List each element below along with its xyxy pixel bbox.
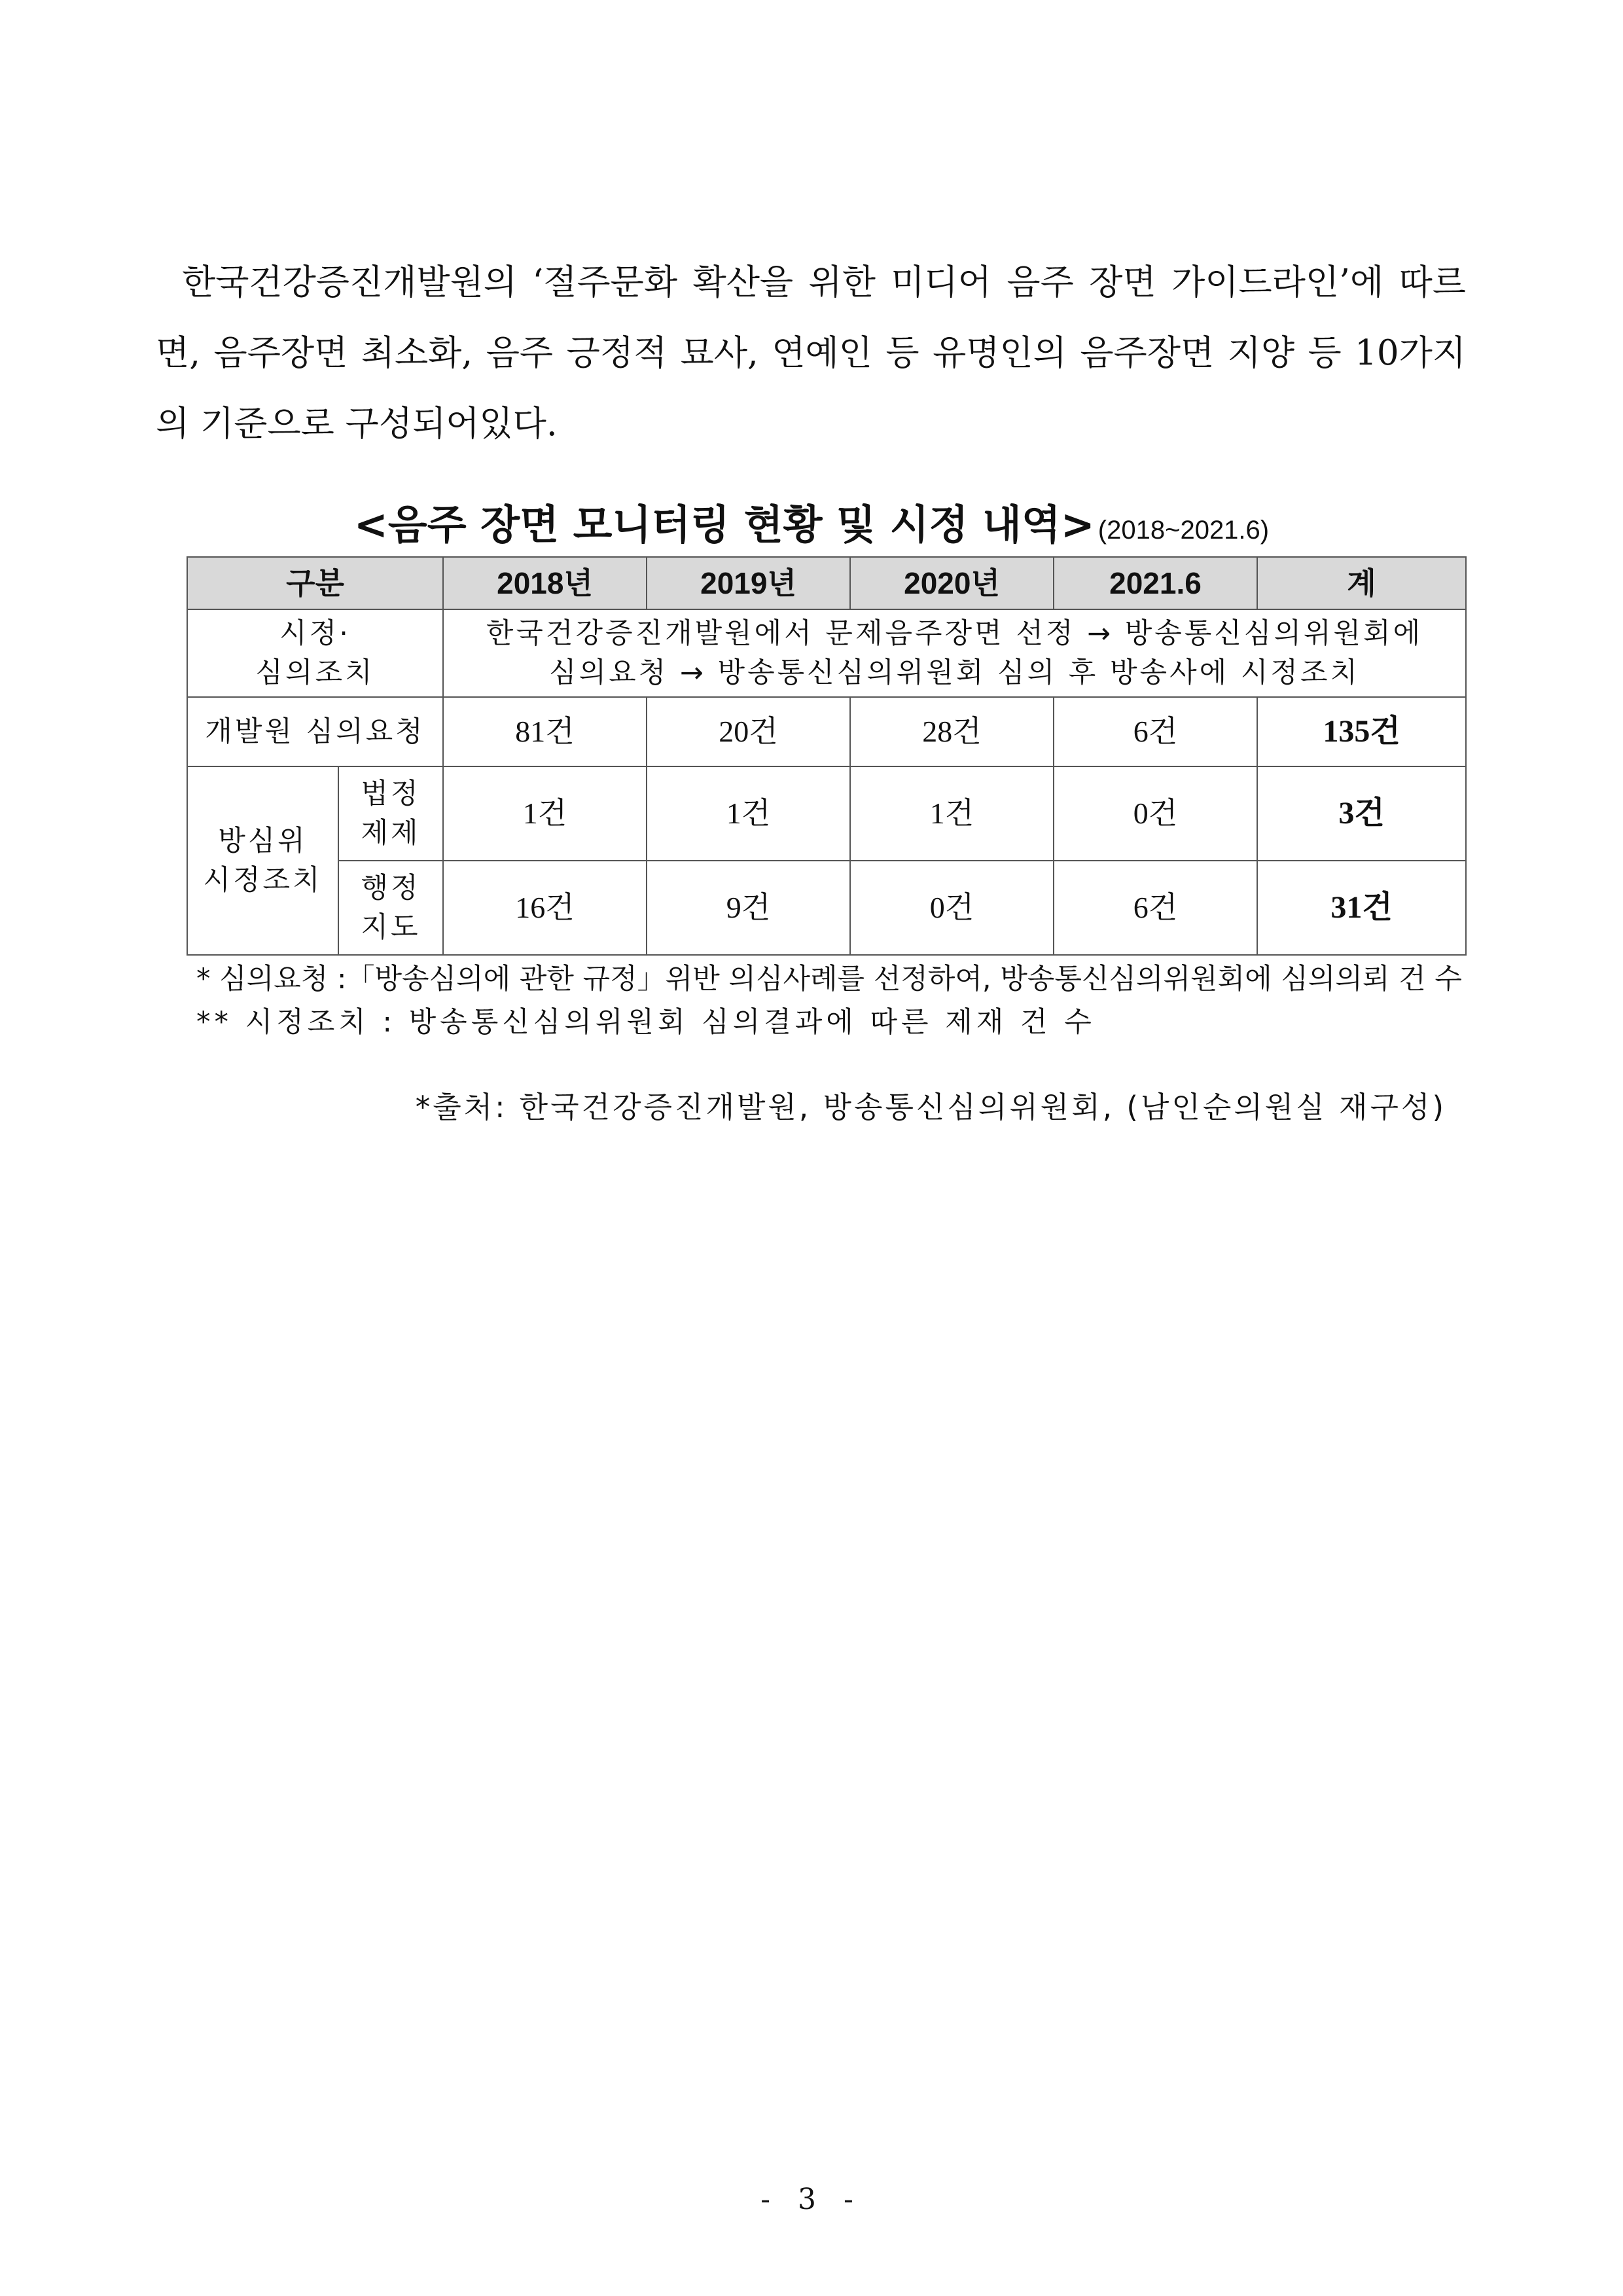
cell-legal-2018: 1건 (443, 766, 647, 861)
cell-admin-2021: 6건 (1054, 861, 1257, 955)
header-category: 구분 (187, 557, 443, 609)
cell-request-2021: 6건 (1054, 697, 1257, 766)
table-header-row (187, 557, 1466, 609)
row-sublabel-admin: 행정 지도 (338, 861, 443, 955)
cell-admin-total: 31건 (1257, 861, 1466, 955)
table-title-main: <음주 장면 모니터링 현황 및 시정 내역> (353, 501, 1095, 548)
source-citation: *출처: 한국건강증진개발원, 방송통신심의위원회, (남인순의원실 재구성) (415, 1090, 1446, 1124)
cell-admin-2019: 9건 (647, 861, 850, 955)
footnote-correction: ** 시정조치 : 방송통신심의위원회 심의결과에 따른 제재 건 수 (196, 1006, 1096, 1039)
row-group-label: 방심위 시정조치 (187, 766, 338, 955)
cell-admin-2020: 0건 (850, 861, 1054, 955)
cell-legal-2019: 1건 (647, 766, 850, 861)
table-row (187, 766, 1466, 861)
header-2021: 2021.6 (1054, 557, 1257, 609)
body-paragraph: 한국건강증진개발원의 ‘절주문화 확산을 위한 미디어 음주 장면 가이드라인’에 따르면, 음주장면 최소화, 음주 긍정적 묘사, 연예인 등 유명인의 음주장면 지양 등 10가지의 기준으로 구성되어있다. (156, 262, 1466, 444)
header-total: 계 (1257, 557, 1466, 609)
cell-request-2018: 81건 (443, 697, 647, 766)
header-2020: 2020년 (850, 557, 1054, 609)
table-row (187, 861, 1466, 955)
table-title-period: (2018~2021.6) (1097, 516, 1270, 545)
cell-legal-total: 3건 (1257, 766, 1466, 861)
cell-legal-2020: 1건 (850, 766, 1054, 861)
process-label: 시정· 심의조치 (187, 609, 443, 697)
table-row-process (187, 609, 1466, 697)
cell-admin-2018: 16건 (443, 861, 647, 955)
cell-request-2020: 28건 (850, 697, 1054, 766)
process-description: 한국건강증진개발원에서 문제음주장면 선정 → 방송통신심의위원회에 심의요청 → 방송통신심의위원회 심의 후 방송사에 시정조치 (443, 609, 1466, 697)
page-number: - 3 - (760, 2183, 863, 2216)
header-2019: 2019년 (647, 557, 850, 609)
row-sublabel-legal: 법정 제제 (338, 766, 443, 861)
cell-legal-2021: 0건 (1054, 766, 1257, 861)
cell-request-total: 135건 (1257, 697, 1466, 766)
header-2018: 2018년 (443, 557, 647, 609)
table-title (0, 492, 1623, 550)
row-label-request: 개발원 심의요청 (187, 697, 443, 766)
monitoring-table (187, 556, 1467, 956)
cell-request-2019: 20건 (647, 697, 850, 766)
footnote-request: * 심의요청 :「방송심의에 관한 규정」위반 의심사례를 선정하여, 방송통신심의위원회에 심의의뢰 건 수 (196, 963, 1462, 996)
table-row (187, 697, 1466, 766)
